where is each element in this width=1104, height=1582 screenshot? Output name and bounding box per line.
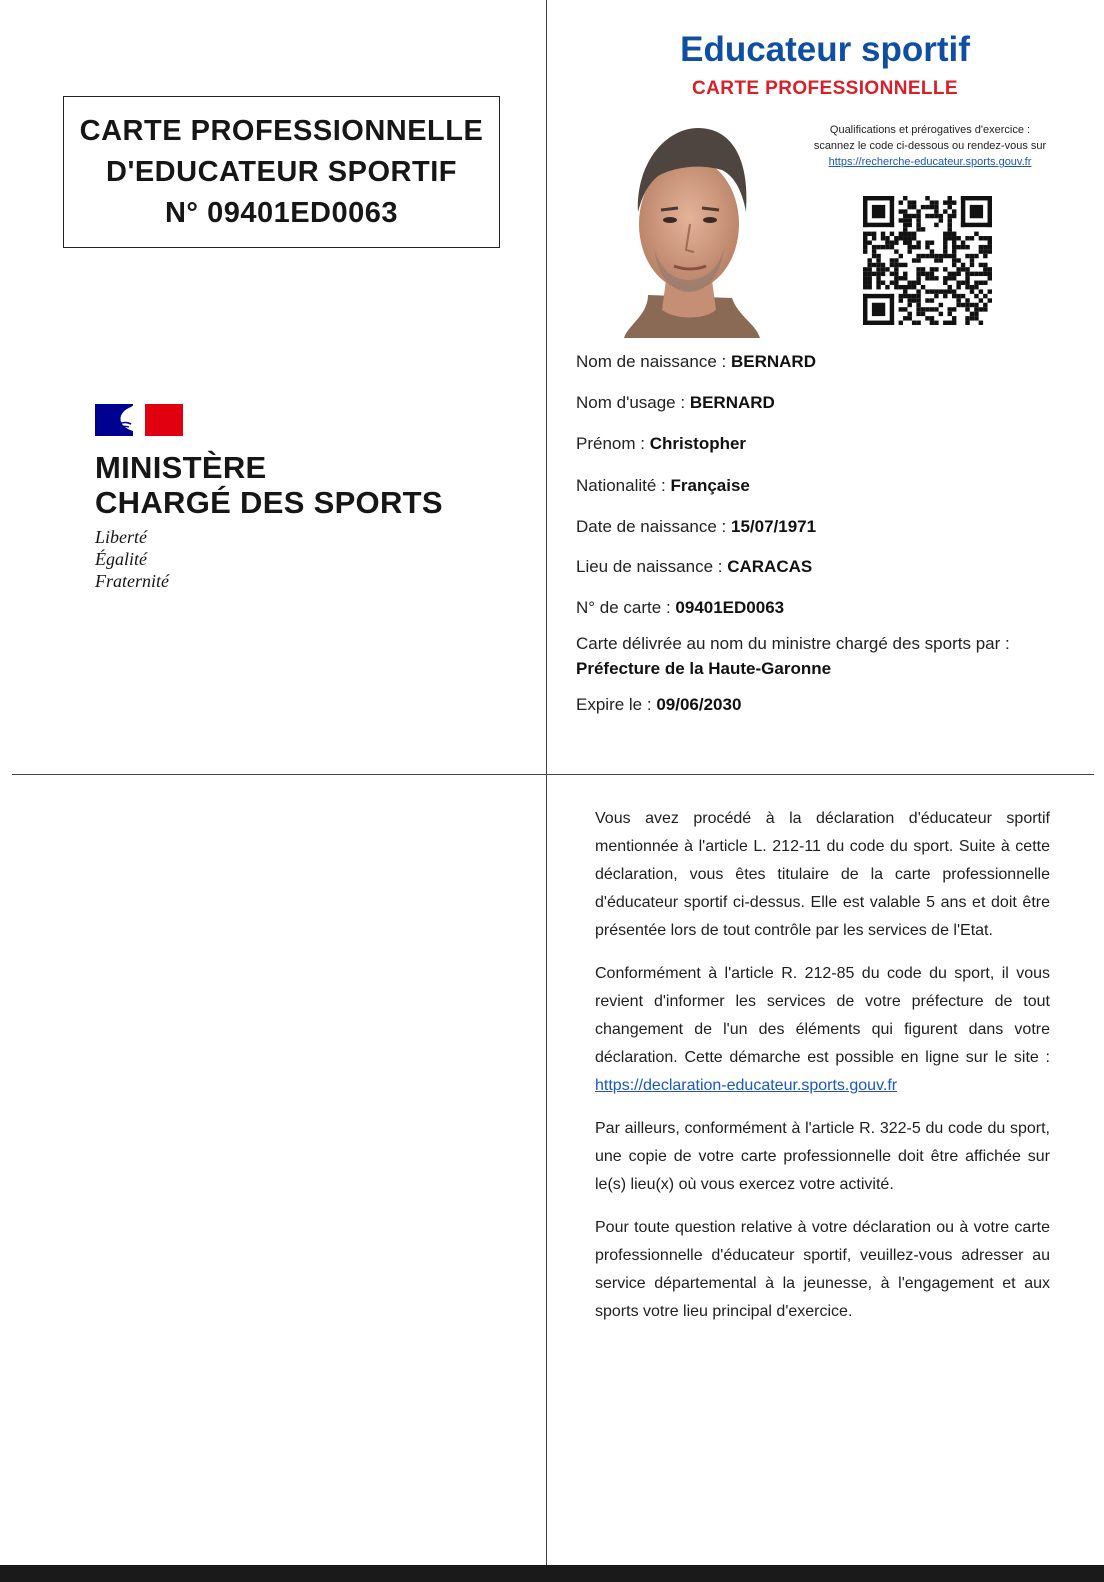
field-label: Nom de naissance :	[576, 352, 731, 371]
notice-text	[595, 805, 1050, 1341]
motto-egalite: Égalité	[95, 549, 147, 569]
field-value: 09401ED0063	[675, 598, 785, 617]
field-label: N° de carte :	[576, 598, 676, 617]
field-nationality	[576, 476, 750, 496]
field-expiry	[576, 695, 741, 715]
field-issued-by-label: Carte délivrée au nom du ministre chargé des sports par :	[576, 634, 1010, 653]
marianne-flag-icon	[95, 404, 183, 436]
vertical-fold-line	[546, 0, 547, 1565]
qr-code-icon[interactable]	[863, 196, 992, 325]
title-line-1: CARTE PROFESSIONNELLE	[79, 114, 484, 147]
qualifications-link[interactable]: https://recherche-educateur.sports.gouv.fr	[828, 156, 1032, 168]
ministry-logo	[95, 404, 443, 592]
qualifications-line-1: Qualifications et prérogatives d'exercice :	[829, 124, 1031, 136]
field-value: BERNARD	[730, 352, 816, 371]
field-birth-date	[576, 517, 816, 537]
card-title-box	[63, 96, 500, 248]
field-label: Nom d'usage :	[576, 393, 690, 412]
field-birth-name	[576, 352, 816, 372]
notice-paragraph-1: Vous avez procédé à la déclaration d'éducateur sportif mentionnée à l'article L. 212-11 du code du sport. Suite à cette déclaration, vous êtes titulaire de la carte professionnelle d'éducateur sportif ci-dessus. Elle est valable 5 ans et doit être présentée lors de tout contrôle par les services de l'Etat.	[595, 810, 1050, 939]
card-heading: Educateur sportif	[680, 30, 970, 69]
bottom-edge-bar	[0, 1565, 1104, 1582]
field-label: Nationalité :	[576, 476, 671, 495]
notice-paragraph-2-text: Conformément à l'article R. 212-85 du code du sport, il vous revient d'informer les services de votre préfecture de tout changement de l'un des éléments qui figurent dans votre déclaration. Cette démarche est possible en ligne sur le site :	[595, 965, 1050, 1066]
field-issued-by-value	[576, 659, 831, 679]
portrait-photo-icon	[618, 120, 760, 338]
ministry-name-line-1: MINISTÈRE	[95, 450, 267, 485]
field-label: Prénom :	[576, 434, 650, 453]
field-usage-name	[576, 393, 775, 413]
motto-fraternite: Fraternité	[95, 571, 169, 591]
field-value: Française	[670, 476, 750, 495]
motto-liberte: Liberté	[95, 527, 147, 547]
notice-paragraph-3: Par ailleurs, conformément à l'article R. 322-5 du code du sport, une copie de votre carte professionnelle doit être affichée sur le(s) lieu(x) où vous exercez votre activité.	[595, 1120, 1050, 1193]
field-label: Date de naissance :	[576, 517, 731, 536]
title-line-2: D'EDUCATEUR SPORTIF	[106, 155, 457, 188]
field-value: 09/06/2030	[656, 695, 742, 714]
declaration-link[interactable]: https://declaration-educateur.sports.gouv.fr	[595, 1077, 898, 1094]
field-label: Expire le :	[576, 695, 657, 714]
card-subheading: CARTE PROFESSIONNELLE	[692, 78, 958, 99]
title-line-3: N° 09401ED0063	[164, 196, 399, 229]
field-value: BERNARD	[689, 393, 775, 412]
field-first-name	[576, 434, 746, 454]
issued-value: Préfecture de la Haute-Garonne	[576, 659, 832, 678]
notice-paragraph-2	[595, 960, 1050, 1100]
qualifications-line-2: scannez le code ci-dessous ou rendez-vous sur	[813, 140, 1047, 152]
qualifications-note	[796, 122, 1064, 170]
ministry-name-line-2: CHARGÉ DES SPORTS	[95, 485, 443, 520]
republic-motto	[95, 526, 443, 592]
field-label: Lieu de naissance :	[576, 557, 728, 576]
field-value: 15/07/1971	[730, 517, 817, 536]
ministry-name	[95, 450, 443, 520]
field-card-number	[576, 598, 784, 618]
notice-paragraph-4: Pour toute question relative à votre déclaration ou à votre carte professionnelle d'éducateur sportif, veuillez-vous adresser au service départemental à la jeunesse, à l'engagement et aux sports votre lieu principal d'exercice.	[595, 1219, 1050, 1320]
field-value: Christopher	[649, 434, 747, 453]
field-value: CARACAS	[727, 557, 813, 576]
field-birth-place	[576, 557, 812, 577]
horizontal-fold-line	[12, 774, 1094, 775]
